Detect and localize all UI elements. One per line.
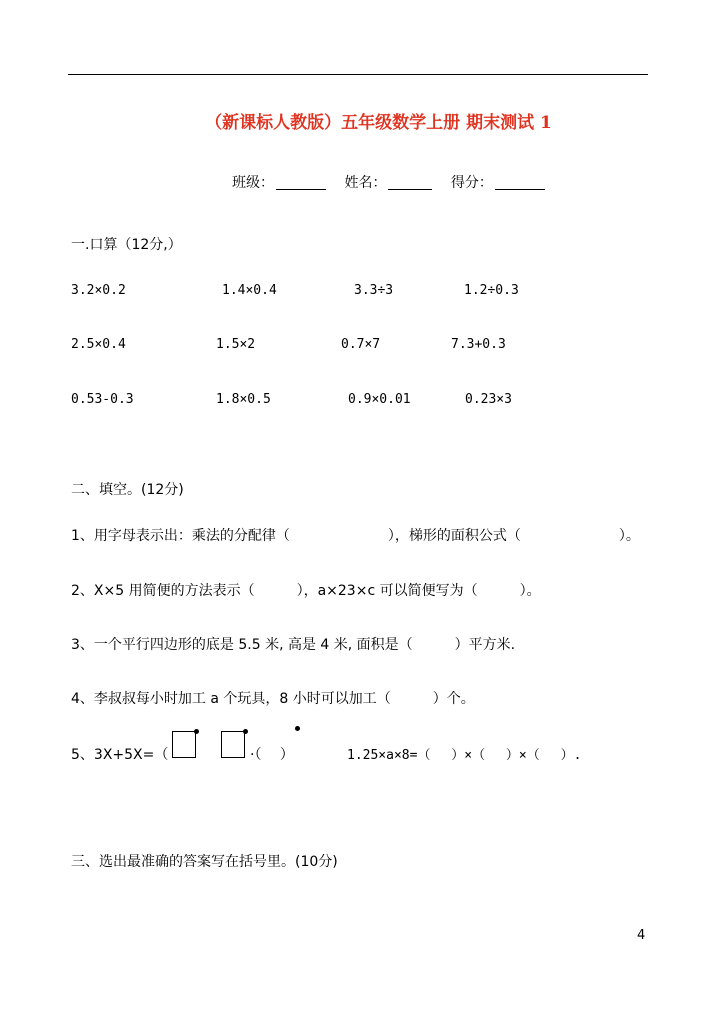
answer-box[interactable] (221, 731, 245, 758)
name-label: 姓名： (344, 175, 387, 191)
question-3: 3、一个平行四边形的底是 5.5 米, 高是 4 米, 面积是（ ）平方米. (71, 637, 516, 653)
dot-mark (243, 729, 248, 734)
oral-expr: 2.5×0.4 (71, 337, 126, 352)
oral-expr: 3.3÷3 (354, 283, 394, 298)
answer-box[interactable] (172, 731, 196, 758)
section2-heading: 二、填空。(12分) (71, 482, 184, 498)
oral-expr: 1.2÷0.3 (464, 283, 519, 298)
class-blank[interactable] (276, 175, 326, 190)
oral-expr: 3.2×0.2 (71, 283, 126, 298)
question-5-start: 5、3X+5X=（ (71, 747, 169, 763)
section1-heading: 一.口算（12分,） (71, 237, 182, 253)
page-title: （新课标人教版）五年级数学上册 期末测试 1 (205, 113, 552, 133)
oral-expr: 1.4×0.4 (222, 283, 277, 298)
section3-heading: 三、选出最准确的答案写在括号里。(10分) (71, 854, 338, 870)
oral-expr: 7.3+0.3 (451, 337, 506, 352)
header-rule (68, 74, 648, 75)
oral-expr: 0.9×0.01 (348, 392, 411, 407)
question-5-middle: ·（ ） (250, 747, 294, 763)
class-label: 班级： (232, 175, 274, 191)
name-blank[interactable] (388, 175, 432, 190)
question-5-end: 1.25×a×8=（ ）×（ ）×（ ）. (347, 748, 582, 763)
dot-mark (194, 729, 199, 734)
oral-expr: 1.8×0.5 (216, 392, 271, 407)
question-1: 1、用字母表示出：乘法的分配律（ ），梯形的面积公式（ ）。 (71, 528, 640, 544)
oral-expr: 0.7×7 (341, 337, 381, 352)
score-label: 得分： (450, 175, 493, 191)
score-blank[interactable] (495, 175, 545, 190)
dot-mark (295, 726, 300, 731)
oral-expr: 0.53-0.3 (71, 392, 134, 407)
question-4: 4、李叔叔每小时加工 a 个玩具，8 小时可以加工（ ）个。 (71, 691, 475, 707)
oral-expr: 0.23×3 (465, 392, 512, 407)
page-number: 4 (637, 928, 646, 943)
student-info-line (232, 172, 559, 192)
question-2: 2、X×5 用简便的方法表示（ ），a×23×c 可以简便写为（ ）。 (71, 583, 541, 599)
oral-expr: 1.5×2 (216, 337, 256, 352)
